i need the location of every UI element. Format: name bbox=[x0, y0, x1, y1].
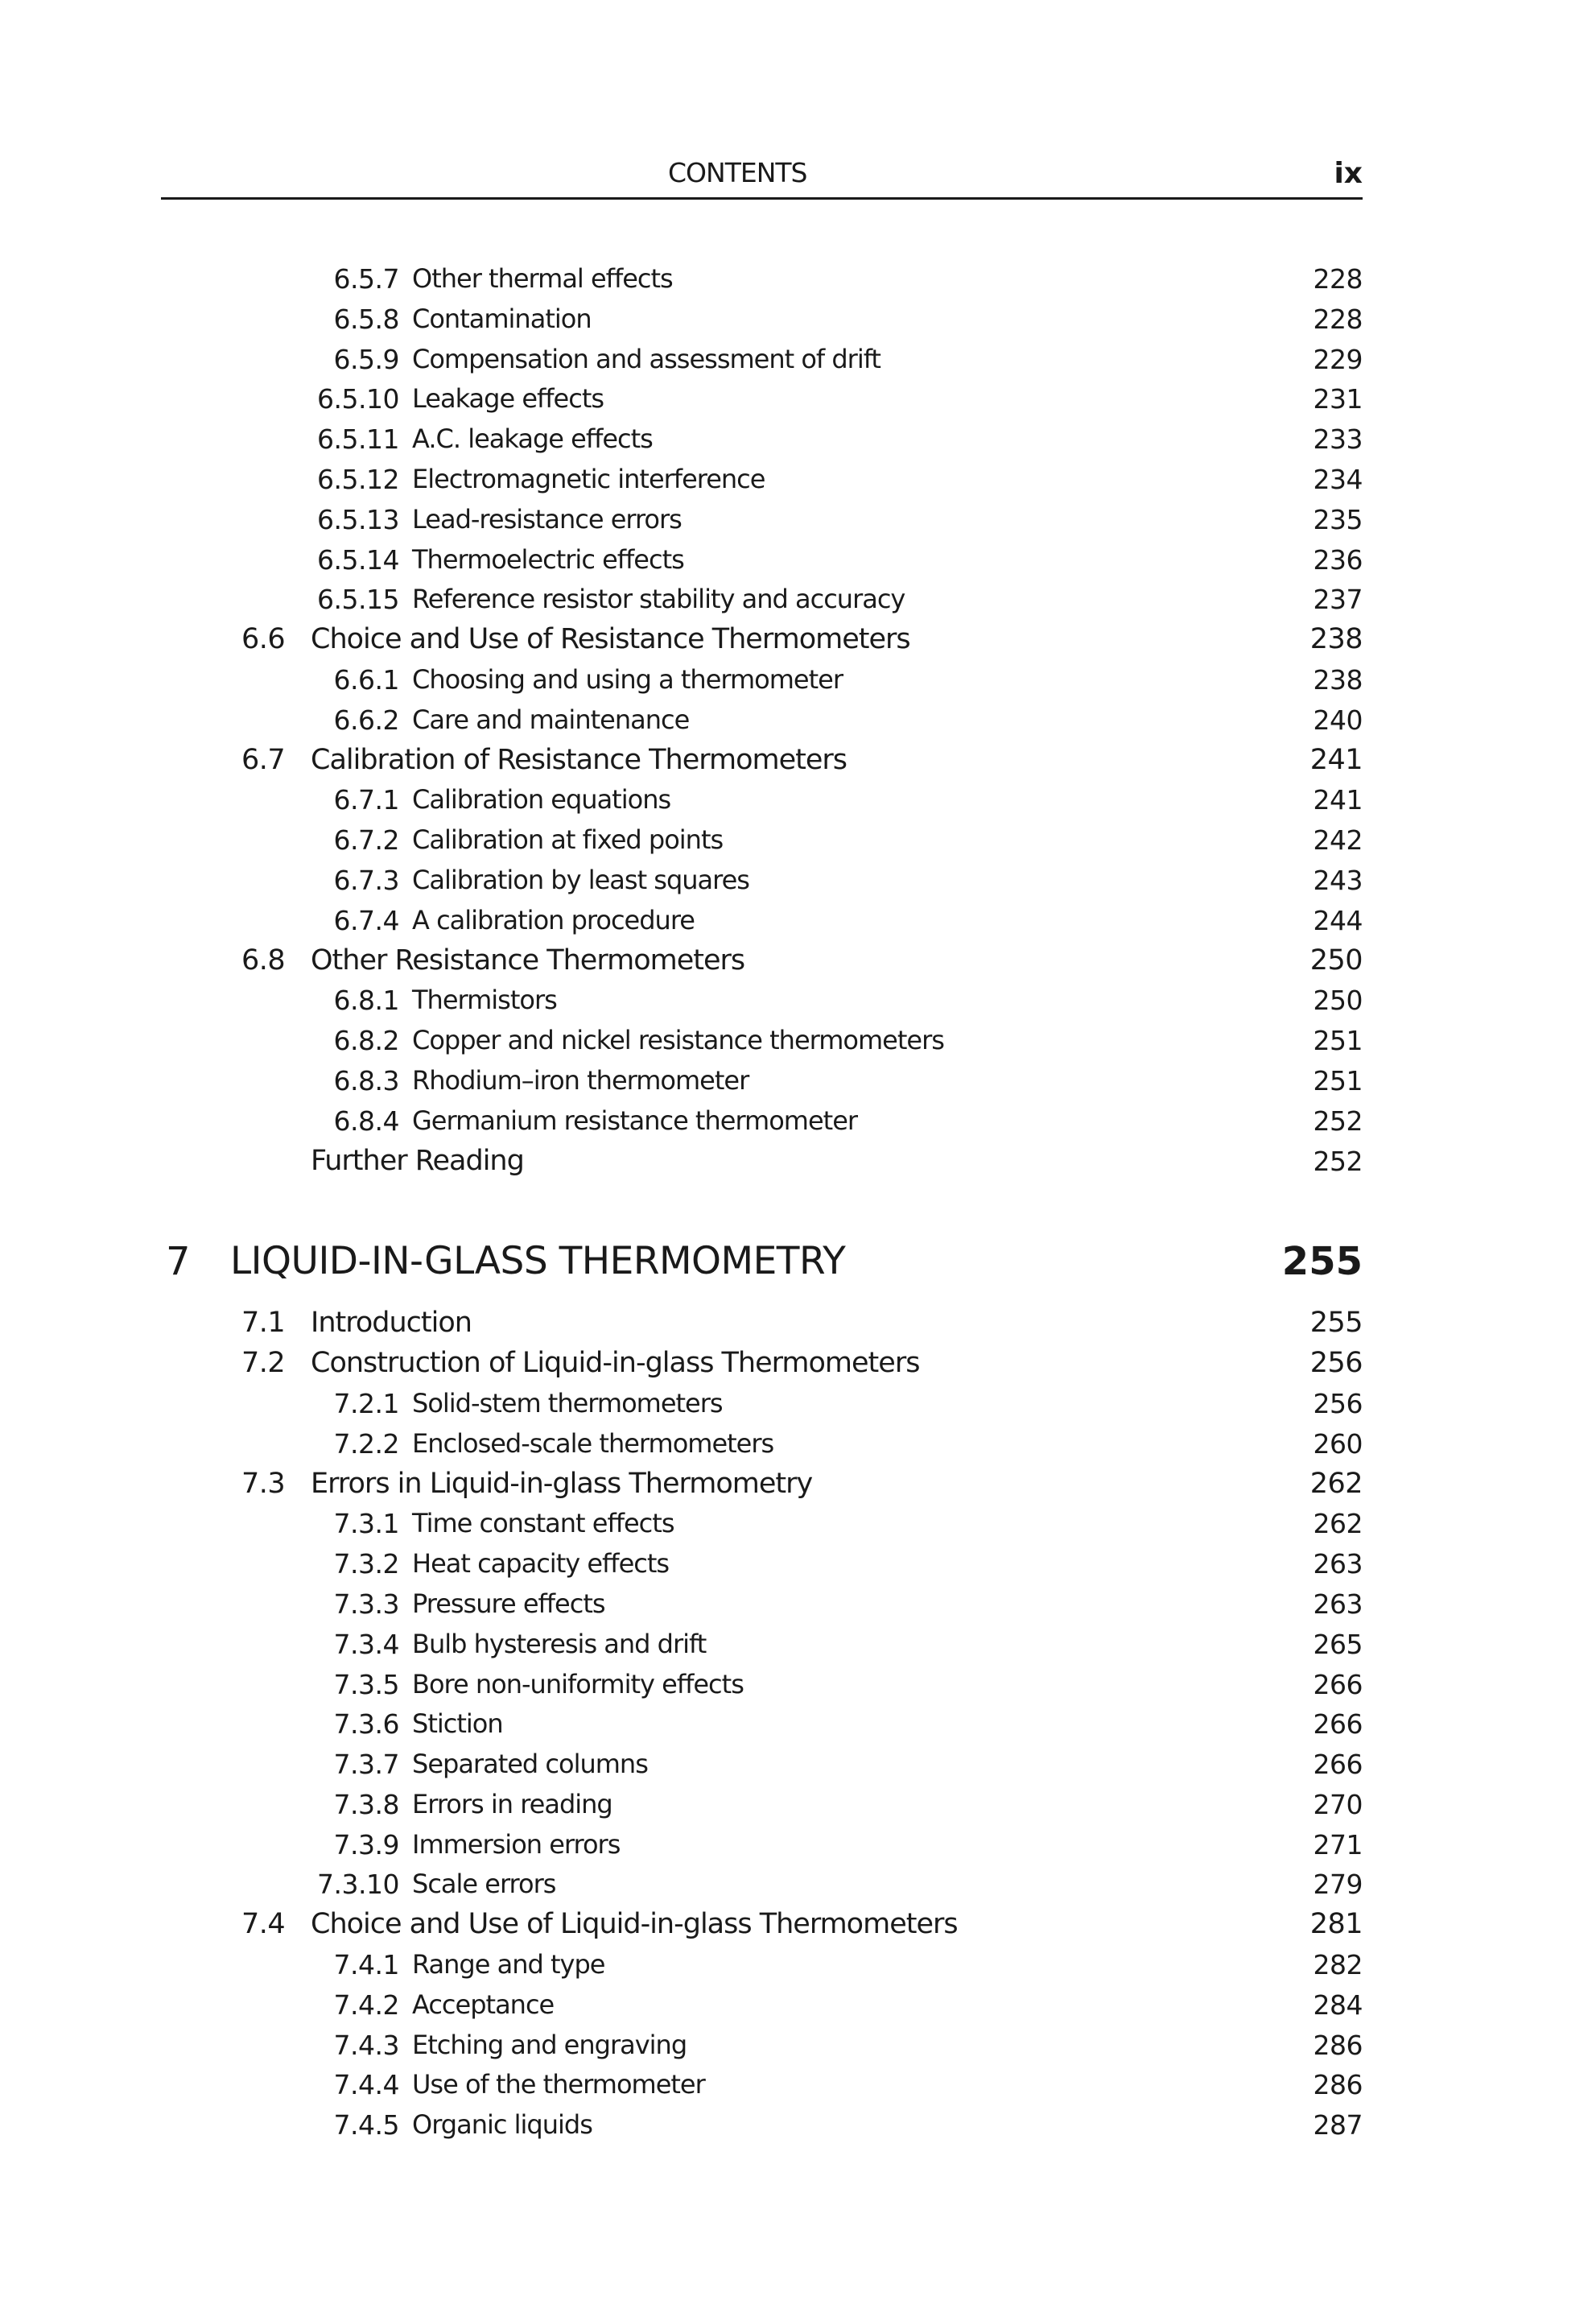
chapter-title: LIQUID-IN-GLASS THERMOMETRY bbox=[230, 1239, 846, 1284]
toc-section-entry bbox=[161, 941, 1363, 981]
toc-entry-number: 7.4.5 bbox=[333, 2109, 399, 2141]
toc-entry-label: Rhodium–iron thermometer bbox=[412, 1064, 749, 1096]
toc-entry-number: 6.8.4 bbox=[333, 1105, 399, 1137]
toc-subsection-entry bbox=[161, 580, 1363, 620]
toc-entry-page-number: 266 bbox=[1313, 1668, 1363, 1700]
toc-entry-label: Errors in reading bbox=[412, 1788, 612, 1819]
toc-subsection-entry bbox=[161, 2026, 1363, 2066]
toc-entry-page-number: 233 bbox=[1313, 423, 1363, 456]
toc-subsection-entry bbox=[161, 780, 1363, 820]
toc-entry-label: A calibration procedure bbox=[412, 904, 695, 935]
toc-entry-page-number: 252 bbox=[1313, 1145, 1363, 1177]
toc-entry-page-number: 240 bbox=[1313, 704, 1363, 736]
toc-entry-number: 6.7.1 bbox=[333, 784, 399, 816]
toc-entry-page-number: 234 bbox=[1313, 463, 1363, 495]
toc-entry-number: 7.3.7 bbox=[333, 1749, 399, 1781]
toc-entry-label: Choice and Use of Resistance Thermometers bbox=[311, 623, 910, 656]
toc-entry-page-number: 238 bbox=[1313, 663, 1363, 696]
toc-entry-label: Choosing and using a thermometer bbox=[412, 663, 843, 695]
toc-entry-page-number: 281 bbox=[1309, 1908, 1363, 1941]
toc-subsection-entry bbox=[161, 1424, 1363, 1464]
toc-entry-page-number: 284 bbox=[1313, 1989, 1363, 2021]
toc-entry-page-number: 236 bbox=[1313, 543, 1363, 576]
toc-entry-page-number: 266 bbox=[1313, 1749, 1363, 1781]
toc-entry-label: Bulb hysteresis and drift bbox=[412, 1628, 707, 1659]
toc-entry-page-number: 250 bbox=[1313, 985, 1363, 1017]
toc-chapter-7-entries bbox=[161, 1303, 1363, 2145]
toc-entry-number: 7.4.4 bbox=[333, 2069, 399, 2101]
table-of-contents bbox=[161, 259, 1363, 2145]
toc-entry-page-number: 241 bbox=[1309, 743, 1363, 776]
toc-entry-number: 6.6.2 bbox=[333, 704, 399, 736]
toc-subsection-entry bbox=[161, 1665, 1363, 1705]
toc-entry-label: Stiction bbox=[412, 1708, 503, 1740]
toc-entry-page-number: 250 bbox=[1309, 944, 1363, 977]
toc-entry-page-number: 286 bbox=[1313, 2029, 1363, 2061]
toc-entry-page-number: 263 bbox=[1313, 1548, 1363, 1580]
toc-subsection-entry bbox=[161, 1945, 1363, 1985]
toc-subsection-entry bbox=[161, 1384, 1363, 1424]
toc-entry-number: 7.3.2 bbox=[333, 1548, 399, 1580]
toc-entry-number: 6.5.12 bbox=[317, 463, 399, 495]
toc-entry-number: 6.5.13 bbox=[317, 503, 399, 535]
toc-section-entry bbox=[161, 1142, 1363, 1182]
toc-entry-label: Heat capacity effects bbox=[412, 1548, 670, 1580]
chapter-page-number: 255 bbox=[1281, 1239, 1363, 1285]
toc-entry-page-number: 286 bbox=[1313, 2069, 1363, 2101]
toc-entry-number: 6.5.15 bbox=[317, 584, 399, 616]
toc-entry-label: Calibration at fixed points bbox=[412, 824, 724, 856]
toc-subsection-entry bbox=[161, 820, 1363, 861]
toc-entry-number: 7.4.2 bbox=[333, 1989, 399, 2021]
toc-entry-label: Separated columns bbox=[412, 1749, 648, 1780]
toc-entry-page-number: 265 bbox=[1313, 1628, 1363, 1660]
toc-entry-page-number: 228 bbox=[1313, 263, 1363, 295]
toc-entry-number: 7.3.5 bbox=[333, 1668, 399, 1700]
toc-entry-label: Calibration by least squares bbox=[412, 864, 749, 895]
toc-entry-number: 6.8 bbox=[241, 944, 286, 977]
toc-entry-number: 7.4.1 bbox=[333, 1949, 399, 1981]
toc-entry-number: 6.8.1 bbox=[333, 985, 399, 1017]
toc-entry-number: 7.4 bbox=[241, 1908, 286, 1941]
chapter-number: 7 bbox=[166, 1239, 191, 1285]
header-rule bbox=[161, 197, 1363, 200]
toc-subsection-entry bbox=[161, 1825, 1363, 1865]
toc-subsection-entry bbox=[161, 861, 1363, 901]
contents-page bbox=[161, 0, 1363, 2321]
toc-subsection-entry bbox=[161, 419, 1363, 460]
toc-entry-page-number: 260 bbox=[1313, 1427, 1363, 1460]
toc-entry-label: Acceptance bbox=[412, 1989, 555, 2020]
toc-entry-label: Other Resistance Thermometers bbox=[311, 944, 745, 977]
toc-entry-label: Thermistors bbox=[412, 985, 557, 1016]
toc-entry-label: Electromagnetic interference bbox=[412, 463, 765, 494]
toc-entry-label: Calibration equations bbox=[412, 784, 671, 816]
toc-subsection-entry bbox=[161, 299, 1363, 340]
toc-entry-page-number: 287 bbox=[1313, 2109, 1363, 2141]
toc-entry-label: Lead-resistance errors bbox=[412, 503, 682, 535]
toc-entry-number: 6.5.10 bbox=[317, 383, 399, 415]
toc-entry-label: Reference resistor stability and accuracy bbox=[412, 584, 905, 615]
toc-entry-number: 7.1 bbox=[241, 1307, 286, 1340]
toc-subsection-entry bbox=[161, 1101, 1363, 1142]
toc-entry-label: Introduction bbox=[311, 1307, 472, 1340]
toc-entry-label: Construction of Liquid-in-glass Thermometers bbox=[311, 1347, 920, 1380]
toc-entry-label: Care and maintenance bbox=[412, 704, 690, 735]
running-header bbox=[161, 157, 1363, 192]
toc-entry-label: Copper and nickel resistance thermometers bbox=[412, 1025, 944, 1056]
toc-entry-page-number: 262 bbox=[1313, 1508, 1363, 1540]
toc-entry-page-number: 228 bbox=[1313, 303, 1363, 335]
toc-entry-page-number: 237 bbox=[1313, 584, 1363, 616]
toc-entry-page-number: 235 bbox=[1313, 503, 1363, 535]
toc-subsection-entry bbox=[161, 500, 1363, 540]
toc-entry-page-number: 270 bbox=[1313, 1788, 1363, 1820]
toc-section-entry bbox=[161, 1464, 1363, 1505]
toc-entry-page-number: 256 bbox=[1309, 1347, 1363, 1380]
toc-entry-number: 7.3.1 bbox=[333, 1508, 399, 1540]
toc-entry-label: Organic liquids bbox=[412, 2109, 592, 2141]
toc-subsection-entry bbox=[161, 1584, 1363, 1625]
toc-entry-number: 7.3.3 bbox=[333, 1588, 399, 1620]
toc-entry-page-number: 262 bbox=[1309, 1467, 1363, 1500]
toc-entry-label: Use of the thermometer bbox=[412, 2069, 705, 2100]
toc-entry-label: Pressure effects bbox=[412, 1588, 605, 1619]
toc-entry-page-number: 251 bbox=[1313, 1064, 1363, 1096]
toc-entry-number: 7.2 bbox=[241, 1347, 286, 1380]
toc-entry-label: Time constant effects bbox=[412, 1508, 674, 1539]
toc-entry-page-number: 251 bbox=[1313, 1025, 1363, 1057]
toc-entry-number: 6.7.3 bbox=[333, 864, 399, 896]
toc-entry-page-number: 238 bbox=[1309, 623, 1363, 656]
toc-entry-page-number: 252 bbox=[1313, 1105, 1363, 1137]
toc-entry-label: Thermoelectric effects bbox=[412, 543, 684, 575]
toc-subsection-entry bbox=[161, 901, 1363, 941]
toc-entry-label: Solid-stem thermometers bbox=[412, 1387, 723, 1419]
toc-entry-label: Etching and engraving bbox=[412, 2029, 687, 2060]
toc-entry-label: Range and type bbox=[412, 1949, 605, 1980]
toc-entry-number: 6.5.11 bbox=[317, 423, 399, 456]
toc-entry-label: A.C. leakage effects bbox=[412, 423, 653, 455]
toc-entry-page-number: 255 bbox=[1309, 1307, 1363, 1340]
toc-entry-page-number: 231 bbox=[1313, 383, 1363, 415]
toc-subsection-entry bbox=[161, 1865, 1363, 1905]
toc-section-entry bbox=[161, 1344, 1363, 1384]
toc-subsection-entry bbox=[161, 1985, 1363, 2026]
toc-entry-number: 7.3.6 bbox=[333, 1708, 399, 1741]
toc-section-entry bbox=[161, 741, 1363, 781]
toc-subsection-entry bbox=[161, 1704, 1363, 1745]
toc-entry-number: 7.2.2 bbox=[333, 1427, 399, 1460]
toc-subsection-entry bbox=[161, 700, 1363, 741]
toc-entry-number: 6.6 bbox=[241, 623, 286, 656]
toc-section-6-entries bbox=[161, 259, 1363, 1181]
toc-entry-number: 6.5.9 bbox=[333, 343, 399, 375]
toc-entry-label: Immersion errors bbox=[412, 1828, 621, 1860]
toc-entry-number: 7.3.10 bbox=[317, 1869, 399, 1901]
toc-entry-number: 6.5.14 bbox=[317, 543, 399, 576]
toc-subsection-entry bbox=[161, 1785, 1363, 1825]
toc-entry-number: 6.8.3 bbox=[333, 1064, 399, 1096]
toc-entry-page-number: 256 bbox=[1313, 1387, 1363, 1419]
toc-entry-page-number: 241 bbox=[1313, 784, 1363, 816]
toc-entry-page-number: 244 bbox=[1313, 904, 1363, 936]
toc-entry-number: 6.5.8 bbox=[333, 303, 399, 335]
toc-subsection-entry bbox=[161, 1745, 1363, 1785]
toc-entry-label: Errors in Liquid-in-glass Thermometry bbox=[311, 1467, 813, 1500]
toc-entry-number: 7.2.1 bbox=[333, 1387, 399, 1419]
toc-entry-label: Other thermal effects bbox=[412, 263, 673, 294]
toc-entry-label: Scale errors bbox=[412, 1869, 556, 1900]
toc-entry-number: 6.6.1 bbox=[333, 663, 399, 696]
toc-subsection-entry bbox=[161, 2105, 1363, 2145]
toc-entry-number: 6.7 bbox=[241, 743, 286, 776]
toc-entry-label: Bore non-uniformity effects bbox=[412, 1668, 744, 1699]
toc-subsection-entry bbox=[161, 1021, 1363, 1061]
toc-subsection-entry bbox=[161, 2065, 1363, 2105]
toc-subsection-entry bbox=[161, 660, 1363, 700]
toc-entry-page-number: 243 bbox=[1313, 864, 1363, 896]
toc-subsection-entry bbox=[161, 540, 1363, 580]
toc-entry-number: 7.3.8 bbox=[333, 1788, 399, 1820]
toc-subsection-entry bbox=[161, 1061, 1363, 1101]
toc-entry-label: Enclosed-scale thermometers bbox=[412, 1427, 774, 1459]
toc-entry-page-number: 263 bbox=[1313, 1588, 1363, 1620]
toc-entry-number: 7.4.3 bbox=[333, 2029, 399, 2061]
toc-subsection-entry bbox=[161, 259, 1363, 299]
toc-subsection-entry bbox=[161, 1625, 1363, 1665]
toc-entry-page-number: 271 bbox=[1313, 1828, 1363, 1861]
toc-subsection-entry bbox=[161, 1504, 1363, 1544]
toc-entry-page-number: 242 bbox=[1313, 824, 1363, 857]
toc-entry-label: Compensation and assessment of drift bbox=[412, 343, 880, 374]
toc-entry-label: Germanium resistance thermometer bbox=[412, 1105, 858, 1136]
toc-section-entry bbox=[161, 1905, 1363, 1945]
toc-subsection-entry bbox=[161, 379, 1363, 419]
toc-entry-number: 7.3 bbox=[241, 1467, 286, 1500]
toc-subsection-entry bbox=[161, 460, 1363, 500]
running-header-title: CONTENTS bbox=[668, 157, 807, 188]
toc-subsection-entry bbox=[161, 1544, 1363, 1584]
toc-entry-page-number: 279 bbox=[1313, 1869, 1363, 1901]
toc-entry-page-number: 266 bbox=[1313, 1708, 1363, 1741]
toc-entry-label: Calibration of Resistance Thermometers bbox=[311, 743, 847, 776]
toc-subsection-entry bbox=[161, 340, 1363, 380]
toc-section-entry bbox=[161, 620, 1363, 660]
toc-entry-label: Choice and Use of Liquid-in-glass Thermometers bbox=[311, 1908, 958, 1941]
chapter-heading bbox=[161, 1223, 1363, 1303]
toc-entry-number: 6.5.7 bbox=[333, 263, 399, 295]
running-header-page-number: ix bbox=[1334, 157, 1363, 190]
toc-subsection-entry bbox=[161, 981, 1363, 1021]
toc-entry-label: Leakage effects bbox=[412, 383, 604, 415]
toc-entry-number: 6.8.2 bbox=[333, 1025, 399, 1057]
toc-entry-number: 6.7.4 bbox=[333, 904, 399, 936]
toc-entry-number: 7.3.4 bbox=[333, 1628, 399, 1660]
toc-section-entry bbox=[161, 1303, 1363, 1344]
toc-entry-label: Contamination bbox=[412, 303, 592, 334]
toc-entry-page-number: 282 bbox=[1313, 1949, 1363, 1981]
toc-entry-page-number: 229 bbox=[1313, 343, 1363, 375]
toc-entry-number: 7.3.9 bbox=[333, 1828, 399, 1861]
toc-entry-number: 6.7.2 bbox=[333, 824, 399, 857]
toc-entry-label: Further Reading bbox=[311, 1144, 524, 1177]
